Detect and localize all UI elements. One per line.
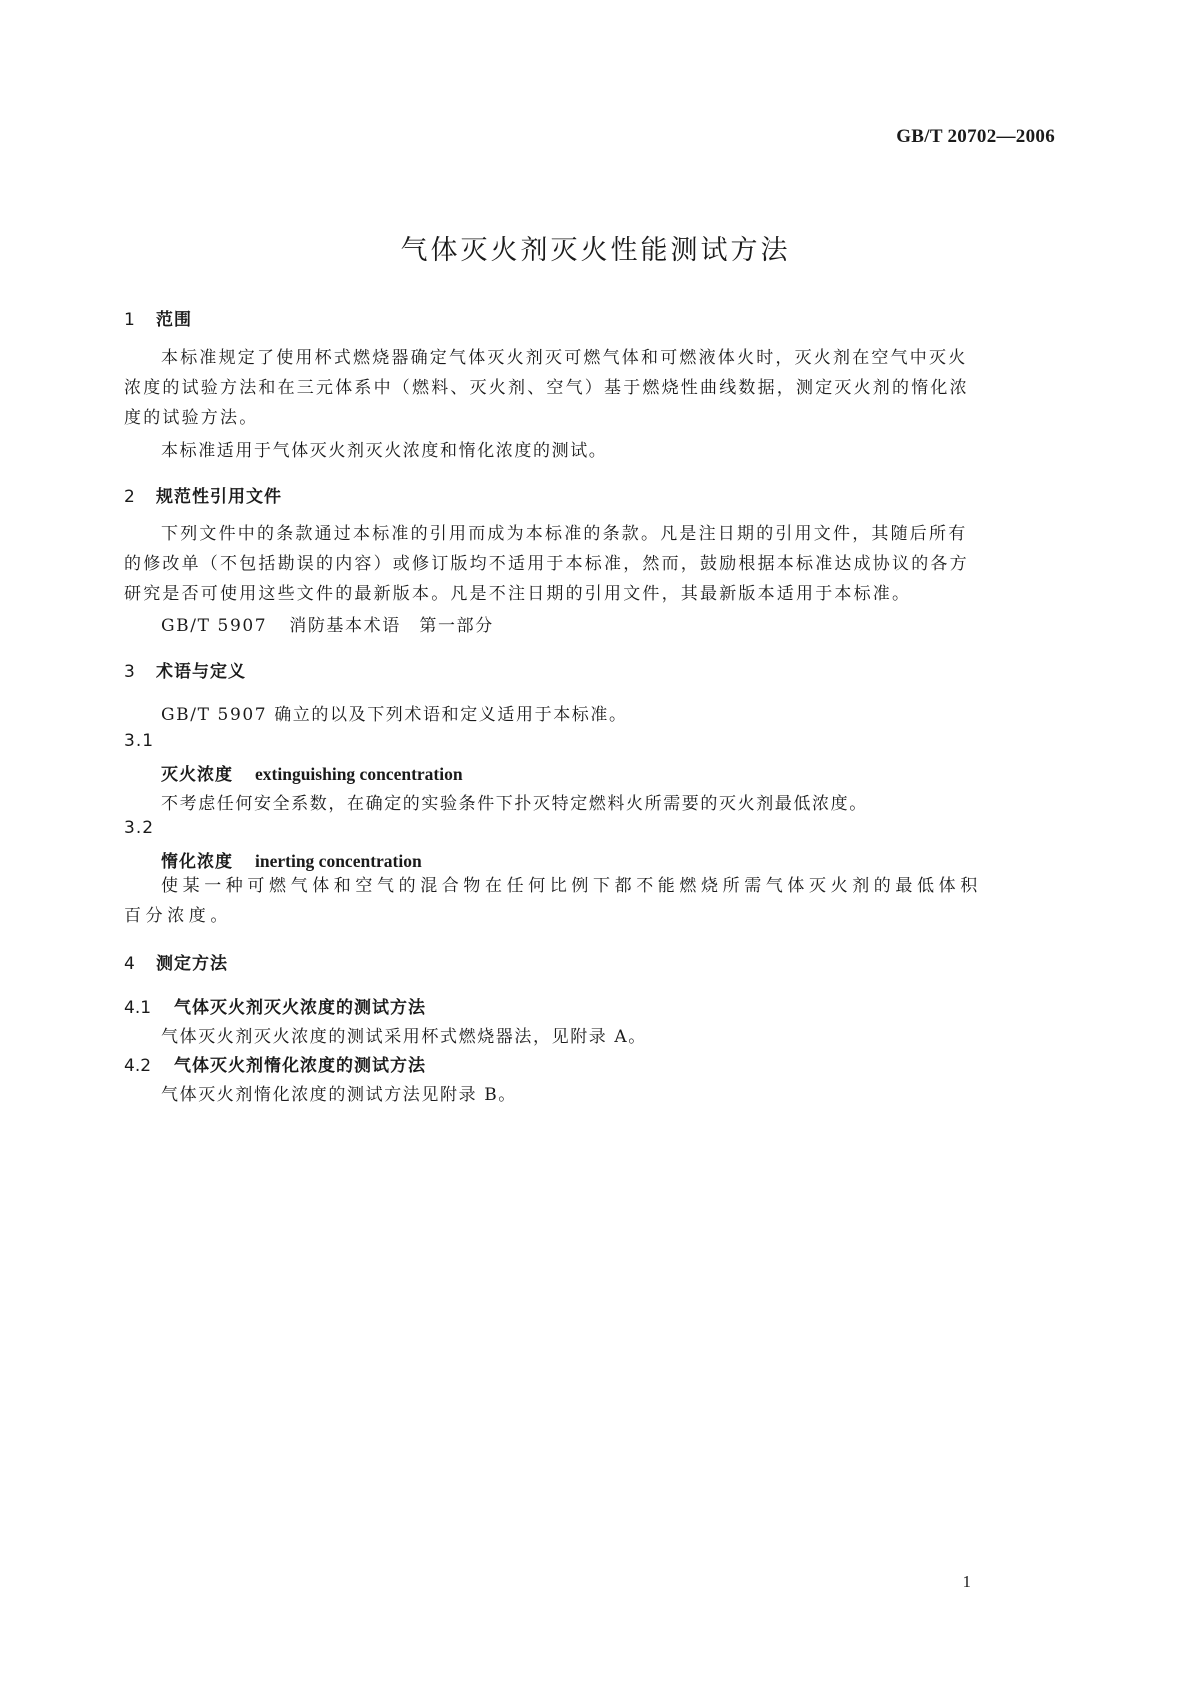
- term-3-2-number: 3.2: [124, 818, 155, 838]
- section-number: 3: [124, 662, 135, 682]
- section-3-heading: [124, 657, 246, 682]
- term-3-2: [161, 847, 422, 872]
- section-2-paragraph-1: 下列文件中的条款通过本标准的引用而成为本标准的条款。凡是注日期的引用文件，其随后所有的修改单（不包括勘误的内容）或修订版均不适用于本标准，然而，鼓励根据本标准达成协议的各方研究是否可使用这些文件的最新版本。凡是不注日期的引用文件，其最新版本适用于本标准。: [124, 524, 969, 604]
- section-number: 2: [124, 487, 135, 507]
- section-4-heading: [124, 949, 228, 974]
- term-english: extinguishing concentration: [255, 764, 463, 784]
- subsection-number: 4.1: [124, 998, 152, 1018]
- section-number: 4: [124, 954, 135, 974]
- section-1-heading: [124, 305, 192, 330]
- reference-code: GB/T 5907: [161, 616, 268, 636]
- subsection-number: 4.2: [124, 1056, 152, 1076]
- standard-code: GB/T 20702—2006: [896, 126, 1055, 147]
- subsection-title: 气体灭火剂惰化浓度的测试方法: [174, 1056, 426, 1076]
- subsection-4-2-heading: [124, 1051, 426, 1076]
- term-chinese: 惰化浓度: [161, 852, 233, 872]
- section-title: 测定方法: [156, 954, 228, 974]
- subsection-4-1-heading: [124, 993, 426, 1018]
- term-3-2-definition: 使某一种可燃气体和空气的混合物在任何比例下都不能燃烧所需气体灭火剂的最低体积百分浓度。: [124, 876, 982, 926]
- term-english: inerting concentration: [255, 851, 422, 871]
- section-1-paragraph-2: 本标准适用于气体灭火剂灭火浓度和惰化浓度的测试。: [161, 441, 608, 461]
- subsection-4-1-text: 气体灭火剂灭火浓度的测试采用杯式燃烧器法，见附录 A。: [161, 1027, 647, 1047]
- term-3-1-number: 3.1: [124, 731, 155, 751]
- section-title: 术语与定义: [156, 662, 246, 682]
- subsection-4-2-text: 气体灭火剂惰化浓度的测试方法见附录 B。: [161, 1085, 517, 1105]
- section-2-heading: [124, 482, 282, 507]
- subsection-title: 气体灭火剂灭火浓度的测试方法: [174, 998, 426, 1018]
- section-title: 规范性引用文件: [156, 487, 282, 507]
- page-number: 1: [962, 1572, 971, 1591]
- section-number: 1: [124, 310, 135, 330]
- term-3-1: [161, 760, 463, 785]
- reference-title: 消防基本术语 第一部分: [289, 616, 494, 636]
- normative-reference: [161, 611, 494, 636]
- term-3-1-definition: 不考虑任何安全系数，在确定的实验条件下扑灭特定燃料火所需要的灭火剂最低浓度。: [161, 794, 868, 814]
- term-chinese: 灭火浓度: [161, 765, 233, 785]
- section-3-intro: GB/T 5907 确立的以及下列术语和定义适用于本标准。: [161, 705, 628, 725]
- page-title: 气体灭火剂灭火性能测试方法: [400, 235, 791, 266]
- section-1-paragraph-1: 本标准规定了使用杯式燃烧器确定气体灭火剂灭可燃气体和可燃液体火时，灭火剂在空气中灭火浓度的试验方法和在三元体系中（燃料、灭火剂、空气）基于燃烧性曲线数据，测定灭火剂的惰化浓度的试验方法。: [124, 348, 969, 428]
- section-title: 范围: [156, 310, 192, 330]
